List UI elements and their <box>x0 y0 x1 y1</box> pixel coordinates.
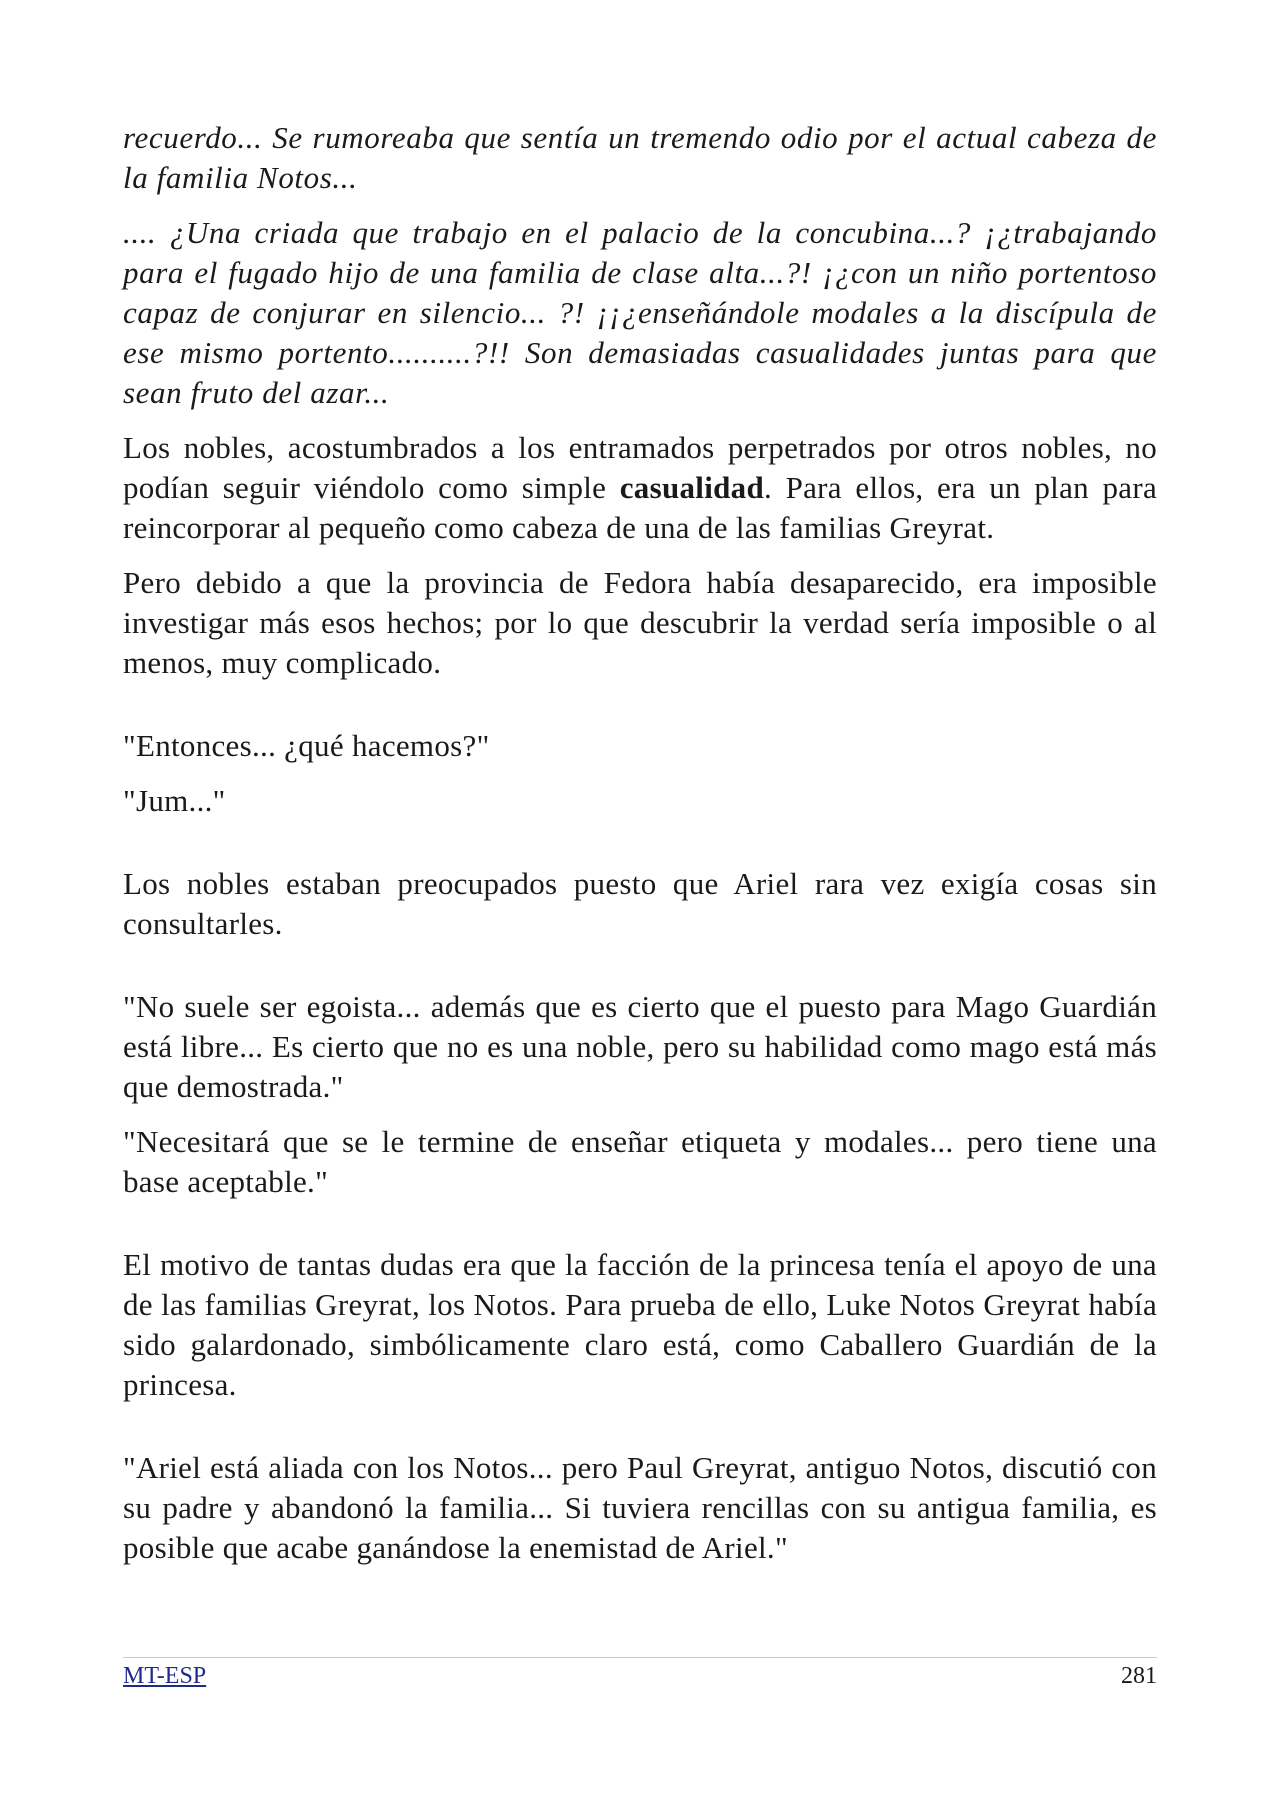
paragraph-7: Los nobles estaban preocupados puesto que Ariel rara vez exigía cosas sin consultarles. <box>123 866 1157 941</box>
paragraph-1: recuerdo... Se rumoreaba que sentía un tremendo odio por el actual cabeza de la familia Notos... <box>123 120 1157 195</box>
dialogue-ariel: "Ariel está aliada con los Notos... pero Paul Greyrat, antiguo Notos, discutió con su padre y abandonó la familia... Si tuviera rencillas con su antigua familia, es posible que acabe ganándose la enemistad de Ariel." <box>123 1450 1157 1565</box>
paragraph-3 <box>123 428 1157 548</box>
footer-link-mt-esp[interactable]: MT-ESP <box>123 1663 207 1689</box>
paragraph-10: El motivo de tantas dudas era que la facción de la princesa tenía el apoyo de una de las familias Greyrat, los Notos. Para prueba de ello, Luke Notos Greyrat había sido galardonado, simbólicamente claro está, como Caballero Guardián de la princesa. <box>123 1247 1157 1402</box>
paragraph-4: Pero debido a que la provincia de Fedora había desaparecido, era imposible investigar más esos hechos; por lo que descubrir la verdad sería imposible o al menos, muy complicado. <box>123 565 1157 680</box>
paragraph-3-end: . Para ellos, era un plan para reincorporar al pequeño como cabeza de una de las familias Greyrat. <box>123 470 1157 545</box>
page-body <box>123 118 1157 1568</box>
paragraph-2: .... ¿Una criada que trabajo en el palacio de la concubina...? ¡¿trabajando para el fugado hijo de una familia de clase alta...?! ¡¿con un niño portentoso capaz de conjurar en silencio... ?! ¡¡¿enseñándole modales a la discípula de ese mismo portento..........?!! Son demasiadas casualidades juntas para que sean fruto del azar... <box>123 215 1157 410</box>
dialogue-etiqueta: "Necesitará que se le termine de enseñar etiqueta y modales... pero tiene una base aceptable." <box>123 1124 1157 1199</box>
dialogue-egoista: "No suele ser egoista... además que es cierto que el puesto para Mago Guardián está libre... Es cierto que no es una noble, pero su habilidad como mago está más que demostrada." <box>123 989 1157 1104</box>
page-footer <box>123 1657 1157 1690</box>
dialogue-jum: "Jum..." <box>123 783 226 818</box>
dialogue-entonces: "Entonces... ¿qué hacemos?" <box>123 728 490 763</box>
emphasis-casualidad: casualidad <box>619 470 765 505</box>
paragraph-3-start: Los nobles, acostumbrados a los entramados perpetrados por otros nobles, no podían seguir viéndolo como simple <box>123 430 1157 505</box>
page-number: 281 <box>1121 1663 1157 1689</box>
